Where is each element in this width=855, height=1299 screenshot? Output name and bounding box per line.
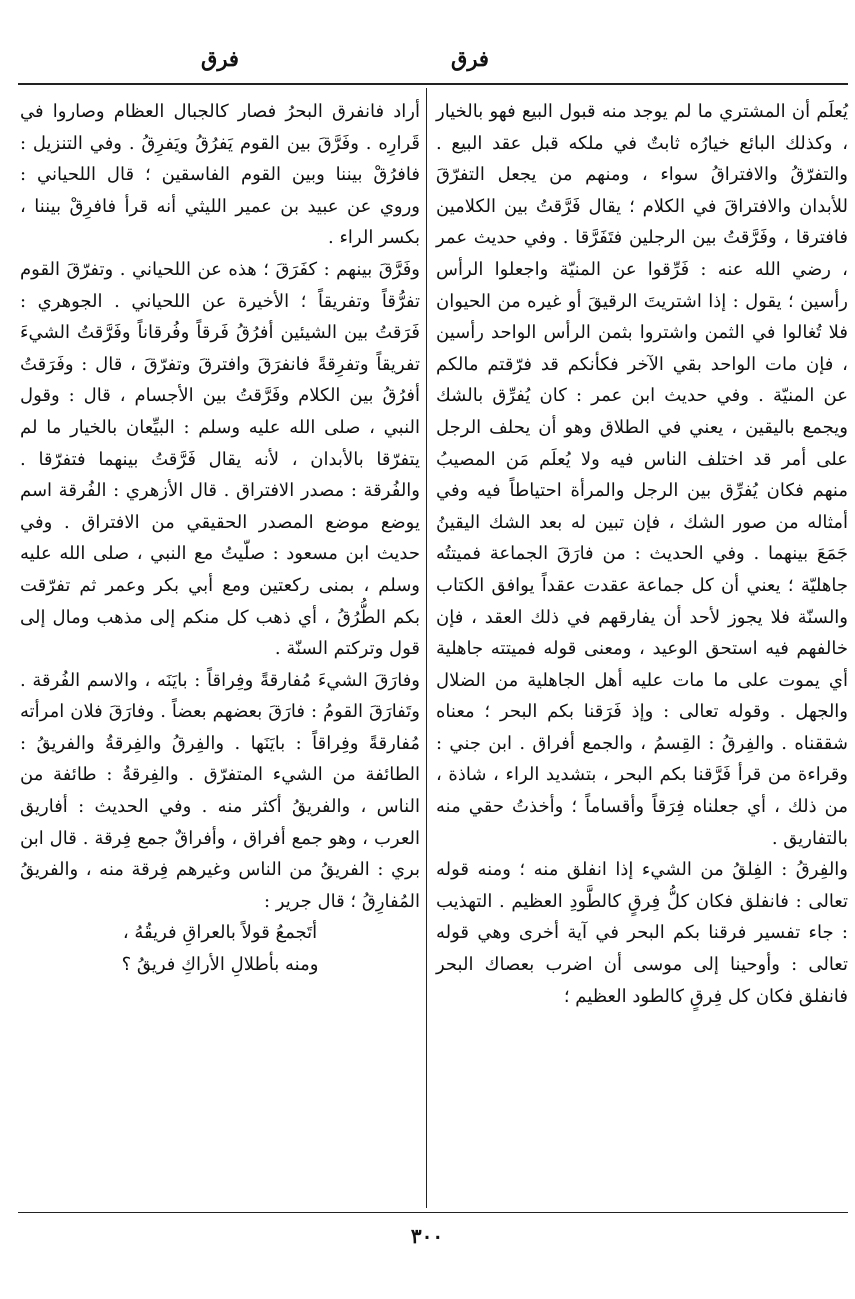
column-divider <box>426 88 427 1208</box>
verse-line-1: أتَجمعُ قولاً بالعراقِ فريقُهُ ، <box>122 922 318 944</box>
header-title-left: فرق <box>201 46 239 71</box>
left-paragraph-3: وفارَقَ الشيءَ مُفارقةً وفِراقاً : بايَنَه ، والاسم الفُرقة . وتَفارَقَ القومُ : فارَقَ بعضهم بعضاً . وفارَقَ فلان امرأته مُفارقةً وفِراقاً : بايَنَها . والفِرقُ والفِرقةُ والفريقُ : الطائفة من الشيء المتفرّق . والفِرقةُ : طائفة من الناس ، والفريقُ أكثر منه . وفي الحديث : أفاريق العرب ، وهو جمع أفراق ، وأفراقٌ جمع فِرقة . قال ابن بري : الفريقُ من الناس وغيرهم فِرقة منه ، والفريقُ المُفارِقُ ؛ قال جرير : <box>20 669 420 912</box>
header-title-right: فرق <box>451 46 489 71</box>
right-column <box>436 96 848 1012</box>
right-paragraph-1: يُعلَم أن المشتري ما لم يوجد منه قبول البيع فهو بالخيار ، وكذلك البائع خيارُه ثابتٌ في ملكه قبل عقد البيع . والتفرّقُ والافتراقُ سواء ، ومنهم من يجعل التفرّقَ للأبدان والافتراقَ في الكلام ؛ يقال فَرَّقتُ بين الكلامين فافترقا ، وفَرَّقتُ بين الرجلين فتَفَرَّقا . وفي حديث عمر ، رضي الله عنه : فَرِّقوا عن المنيّة واجعلوا الرأس رأسين ؛ يقول : إذا اشتريتَ الرقيقَ أو غيره من الحيوان فلا تُغالوا في الثمن واشتروا بثمن الرأس الواحد رأسين ، فإن مات الواحد بقي الآخر فكأنكم قد فرّقتم مالكم عن المنيّة . وفي حديث ابن عمر : كان يُفرِّق بالشك ويجمع باليقين ، يعني في الطلاق وهو أن يحلف الرجل على أمر قد اختلف الناس فيه ولا يُعلَم مَن المصيبُ منهم فكان يُفرِّق بين الرجل والمرأة احتياطاً فيه وفي أمثاله من صور الشك ، فإن تبين له بعد الشك اليقينُ جَمَعَ بينهما . وفي الحديث : من فارَقَ الجماعة فميتتُه جاهليّة ؛ يعني أن كل جماعة عقدت عقداً يوافق الكتاب والسنّة فلا يجوز لأحد أن يفارقهم في ذلك العقد ، فإن خالفهم فيه استحق الوعيد ، ومعنى قوله فميتته جاهلية أي يموت على ما مات عليه أهل الجاهلية من الضلال والجهل . وقوله تعالى : وإذ فَرَقنا بكم البحر ؛ معناه شققناه . والفِرقُ : القِسمُ ، والجمع أفراق . ابن جني : وقراءة من قرأ فَرَّقنا بكم البحر ، بتشديد الراء ، شاذة ، من ذلك ، أي جعلناه فِرَقاً وأقساماً ؛ وأخذتُ حقي منه بالتفاريق . <box>436 101 848 849</box>
right-paragraph-2: والفِرقُ : الفِلقُ من الشيء إذا انفلق منه ؛ ومنه قوله تعالى : فانفلق فكان كلُّ فِرقٍ كالطَّودِ العظيم . التهذيب : جاء تفسير فرقنا بكم البحر في آية أخرى وهي قوله تعالى : وأوحينا إلى موسى أن اضرب بعصاك البحر فانفلق فكان كل فِرقٍ كالطود العظيم ؛ <box>436 859 848 1007</box>
page-number: ٣٠٠ <box>410 1224 444 1248</box>
left-paragraph-1: أراد فانفرق البحرُ فصار كالجبال العظام وصاروا في قَرارِه . وفَرَّقَ بين القوم يَفرُقُ ويَفرِقُ . وفي التنزيل : فافرُقْ بيننا وبين القوم الفاسقين ؛ قال اللحياني : وروي عن عبيد بن عمير الليثي أنه قرأ فافرِقْ بيننا ، بكسر الراء . <box>20 101 420 249</box>
footer-rule <box>18 1212 848 1213</box>
verse-line-2: ومنه بأطلالِ الأراكِ فريقُ ؟ <box>121 954 319 976</box>
header-rule <box>18 83 848 85</box>
left-column <box>20 96 420 981</box>
left-paragraph-2: وفَرَّقَ بينهم : كفَرَقَ ؛ هذه عن اللحياني . وتفرّقَ القوم تفرُّقاً وتفريقاً ؛ الأخيرة عن اللحياني . الجوهري : فَرَقتُ بين الشيئين أفرُقُ فَرقاً وفُرقاناً وفَرَّقتُ الشيءَ تفريقاً وتفرِقةً فانفرَقَ وافترقَ وتفرّقَ ، قال : وفَرَقتُ أفرُقُ بين الكلام وفَرَّقتُ بين الأجسام ، قال : وقول النبي ، صلى الله عليه وسلم : البيِّعان بالخيار ما لم يتفرّقا بالأبدان ، لأنه يقال فَرَّقتُ بينهما فتفرّقا . والفُرقة : مصدر الافتراق . قال الأزهري : الفُرقة اسم يوضع موضع المصدر الحقيقي من الافتراق . وفي حديث ابن مسعود : صلّيتُ مع النبي ، صلى الله عليه وسلم ، بمنى ركعتين ومع أبي بكر وعمر ثم تفرّقت بكم الطُّرُقُ ، أي ذهب كل منكم إلى مذهب ومال إلى قول وتركتم السنّة . <box>20 258 420 660</box>
